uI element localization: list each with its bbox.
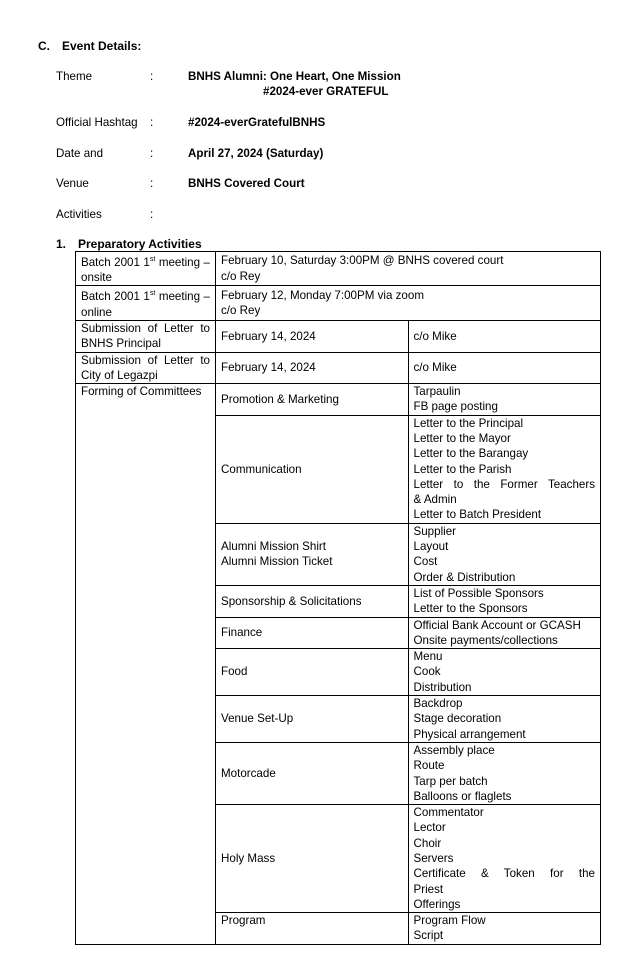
date-label: Date and (56, 147, 104, 160)
activity-cell (76, 252, 216, 286)
task-item: Letter to the Former Teachers (413, 477, 595, 491)
task-item: Lector (413, 821, 446, 835)
committee-name: Promotion & Marketing (216, 384, 409, 416)
task-item: Official Bank Account or GCASH (413, 618, 581, 632)
activity-text: Batch 2001 1 (81, 290, 150, 304)
venue-value: BNHS Covered Court (188, 177, 305, 190)
committee-name: Finance (216, 617, 409, 649)
activities-table (75, 251, 601, 945)
task-item: Letter to the Parish (413, 462, 512, 476)
task-item: Priest (413, 882, 444, 896)
date-cell: February 14, 2024 (216, 352, 409, 384)
activity-cell (76, 320, 216, 352)
activity-text: Submission of Letter to (81, 353, 210, 367)
committee-tasks (408, 696, 601, 743)
task-item: Supplier (413, 524, 457, 538)
task-item: Program Flow (413, 914, 486, 928)
date-value: April 27, 2024 (Saturday) (188, 147, 324, 160)
activity-cell (76, 352, 216, 384)
hashtag-label: Official Hashtag (56, 116, 138, 129)
detail-cell (216, 252, 601, 286)
colon: : (150, 70, 154, 83)
activity-cell (76, 286, 216, 320)
committee-name: Motorcade (216, 742, 409, 804)
task-item: & Admin (413, 493, 457, 507)
committee-tasks (408, 585, 601, 617)
task-item: Offerings (413, 897, 461, 911)
section-title: C. Event Details: (38, 39, 142, 53)
activity-text: online (81, 305, 112, 319)
task-item: Balloons or flaglets (413, 789, 512, 803)
task-item: Cook (413, 665, 441, 679)
detail-text: February 12, Monday 7:00PM via zoom (221, 288, 424, 302)
activity-text: onsite (81, 271, 112, 285)
person-cell: c/o Mike (408, 320, 601, 352)
task-item: Layout (413, 540, 449, 554)
colon: : (150, 116, 154, 129)
activity-text: meeting – (155, 290, 210, 304)
task-item: Servers (413, 852, 454, 865)
task-item: Route (413, 759, 445, 773)
activity-text: BNHS Principal (81, 337, 161, 351)
task-item: Commentator (413, 806, 484, 820)
committee-tasks (408, 649, 601, 696)
committees-cell: Forming of Committees (76, 384, 216, 945)
task-item: Backdrop (413, 697, 463, 711)
table-row (76, 384, 601, 416)
committee-name-line: Alumni Mission Shirt (221, 540, 327, 554)
table-row (76, 286, 601, 320)
activity-text: Batch 2001 1 (81, 255, 150, 269)
ordinal-suffix: st (149, 256, 156, 263)
hashtag-value: #2024-everGratefulBNHS (188, 116, 326, 129)
committee-name: Sponsorship & Solicitations (216, 585, 409, 617)
task-item: Certificate & Token for the (413, 867, 595, 881)
detail-text: February 10, Saturday 3:00PM @ BNHS covered court (221, 254, 504, 268)
task-item: Onsite payments/collections (413, 633, 558, 647)
task-item: Menu (413, 650, 443, 664)
committee-name: Communication (216, 415, 409, 523)
task-item: Script (413, 929, 444, 943)
task-item: Choir (413, 836, 442, 850)
venue-label: Venue (56, 177, 89, 190)
table-row (76, 252, 601, 286)
task-item: Letter to the Mayor (413, 431, 511, 445)
person-cell: c/o Mike (408, 352, 601, 384)
task-item: Physical arrangement (413, 727, 526, 741)
task-item: Cost (413, 555, 438, 569)
colon: : (150, 147, 154, 160)
committee-name-line: Alumni Mission Ticket (221, 555, 333, 569)
committee-tasks (408, 742, 601, 804)
task-item: Letter to the Barangay (413, 447, 529, 461)
detail-text: c/o Rey (221, 304, 261, 318)
committee-name: Venue Set-Up (216, 696, 409, 743)
table-row (76, 320, 601, 352)
committee-name (216, 523, 409, 585)
detail-text: c/o Rey (221, 269, 261, 283)
committee-tasks (408, 384, 601, 416)
task-item: Order & Distribution (413, 570, 516, 584)
committee-tasks (408, 805, 601, 913)
task-item: Letter to Batch President (413, 508, 542, 522)
task-item: Distribution (413, 680, 472, 694)
date-cell: February 14, 2024 (216, 320, 409, 352)
table-row (76, 352, 601, 384)
theme-label: Theme (56, 70, 93, 83)
committee-tasks (408, 617, 601, 649)
theme-value: BNHS Alumni: One Heart, One Mission (188, 70, 401, 83)
task-item: Letter to the Sponsors (413, 602, 528, 616)
task-item: Stage decoration (413, 712, 502, 726)
activities-label: Activities (56, 208, 102, 221)
detail-cell (216, 286, 601, 320)
preparatory-title: 1. Preparatory Activities (56, 237, 202, 251)
task-item: Tarp per batch (413, 774, 488, 788)
committee-tasks (408, 913, 601, 945)
activity-text: Submission of Letter to (81, 321, 210, 335)
activity-text: City of Legazpi (81, 368, 158, 382)
committee-name: Program (216, 913, 409, 945)
task-item: Letter to the Principal (413, 416, 524, 430)
colon: : (150, 177, 154, 190)
task-item: Tarpaulin (413, 385, 461, 399)
committee-name: Holy Mass (216, 805, 409, 913)
task-item: FB page posting (413, 400, 498, 414)
task-item: List of Possible Sponsors (413, 586, 544, 600)
activity-text: meeting – (155, 255, 210, 269)
theme-value-line2: #2024-ever GRATEFUL (263, 85, 389, 98)
committee-name: Food (216, 649, 409, 696)
committee-tasks (408, 523, 601, 585)
ordinal-suffix: st (149, 290, 156, 298)
colon: : (150, 208, 154, 221)
task-item: Assembly place (413, 743, 495, 757)
committee-tasks (408, 415, 601, 523)
